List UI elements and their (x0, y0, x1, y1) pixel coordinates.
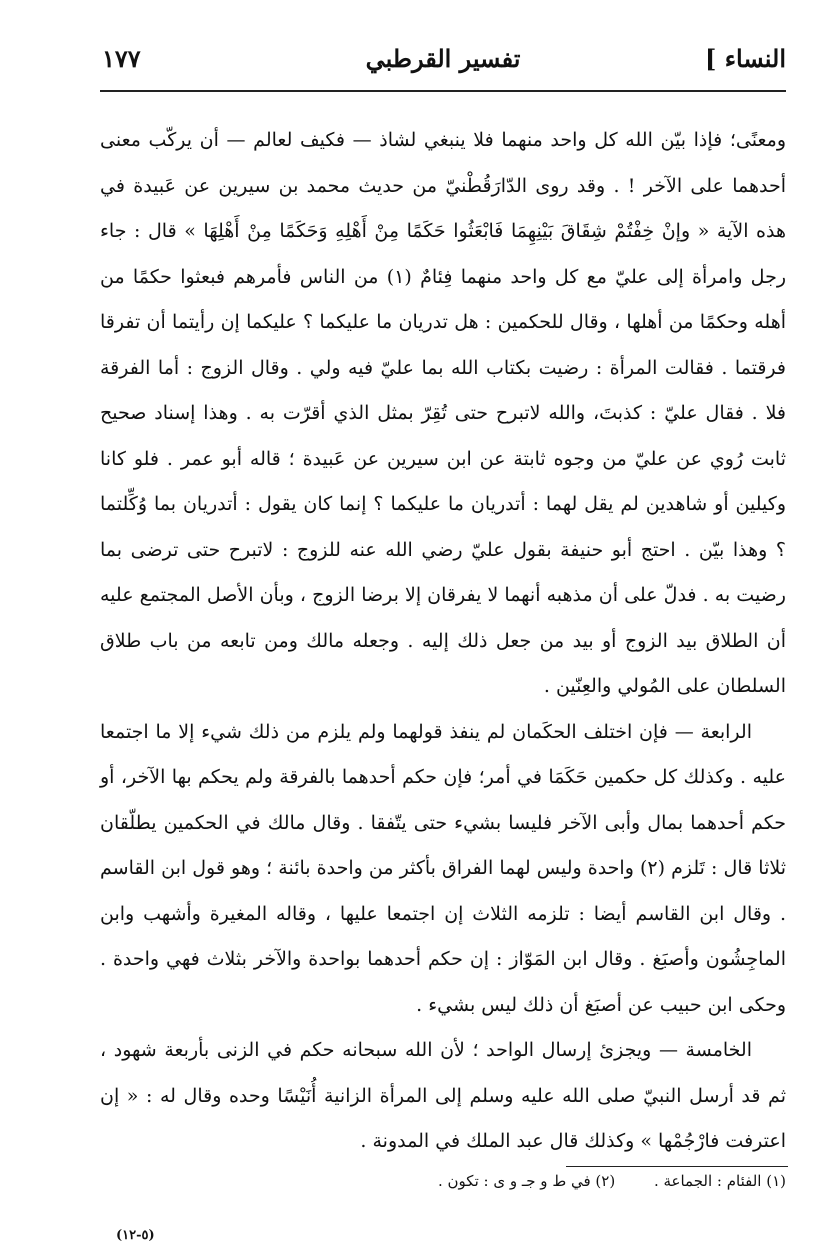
paragraph-1: ومعنًى؛ فإذا بيّن الله كل واحد منهما فلا ينبغي لشاذ — فكيف لعالم — أن يركّب معنى أحدهما على الآخر ! . وقد روى الدّارَقُطْنيّ من حديث محمد بن سيرين عن عَبيدة في هذه الآية « وإنْ خِفْتُمْ شِقَاقَ بَيْنِهِمَا فَابْعَثُوا حَكَمًا مِنْ أَهْلِهِ وَحَكَمًا مِنْ أَهْلِهَا » قال : جاء رجل وامرأة إلى عليّ مع كل واحد منهما فِئامٌ (١) من الناس فأمرهم فبعثوا حكمًا من أهله وحكمًا من أهلها ، وقال للحكمين : هل تدريان ما عليكما ؟ عليكما إن رأيتما أن تفرقا فرقتما . فقالت المرأة : رضيت بكتاب الله بما عليّ فيه ولي . وقال الزوج : أما الفرقة فلا . فقال عليّ : كذبتَ، والله لاتبرح حتى تُقِرّ بمثل الذي أقرّت به . وهذا إسناد صحيح ثابت رُوي عن عليّ من وجوه ثابتة عن ابن سيرين عن عَبيدة ؛ قاله أبو عمر . فلو كانا وكيلين أو شاهدين لم يقل لهما : أتدريان ما عليكما ؟ إنما كان يقول : أتدريان بما وُكِّلتما ؟ وهذا بيّن . احتج أبو حنيفة بقول عليّ رضي الله عنه للزوج : لاتبرح حتى ترضى بما رضيت به . فدلّ على أن مذهبه أنهما لا يفرقان إلا برضا الزوج ، وبأن الأصل المجتمع عليه أن الطلاق بيد الزوج أو بيد من جعل ذلك إليه . وجعله مالك ومن تابعه من باب طلاق السلطان على المُولي والعِنّين . (100, 129, 786, 697)
surah-name: النساء ] (705, 44, 786, 73)
footnote-1: (١) الفئام : الجماعة . (653, 1172, 786, 1190)
paragraph-fourth: الرابعة — فإن اختلف الحكَمان لم ينفذ قولهما ولم يلزم من ذلك شيء إلا ما اجتمعا عليه . وكذلك كل حكمين حَكَمَا في أمر؛ فإن حكم أحدهما بالفرقة ولم يحكم بها الآخر، أو حكم أحدهما بمال وأبى الآخر فليسا بشيء حتى يتّفقا . وقال مالك في الحكمين يطلّقان ثلاثا قال : تَلزم (٢) واحدة وليس لهما الفراق بأكثر من واحدة بائنة ؛ وهو قول ابن القاسم . وقال ابن القاسم أيضا : تلزمه الثلاث إن اجتمعا عليها ، وقاله المغيرة وأشهب وابن الماجِشُون وأصبَغ . وقال ابن المَوّاز : إن حكم أحدهما بواحدة والآخر بثلاث فهي واحدة . وحكى ابن حبيب عن أصبَغ أن ذلك ليس بشيء . (100, 720, 786, 1016)
footnote-2: (٢) في ط و جـ و ى : تكون . (438, 1172, 616, 1190)
book-title: تفسير القرطبي (365, 44, 521, 73)
printer-signature: (٥-١٢) (116, 1228, 155, 1243)
paragraph-fifth: الخامسة — ويجزئ إرسال الواحد ؛ لأن الله سبحانه حكم في الزنى بأربعة شهود ، ثم قد أرسل النبيّ صلى الله عليه وسلم إلى المرأة الزانية أُنَيْسًا وحده وقال له : « إن اعترفت فارْجُمْها » وكذلك قال عبد الملك في المدونة . (100, 1039, 786, 1152)
footnotes (300, 1172, 786, 1190)
page-header (100, 38, 786, 92)
main-text (100, 118, 786, 1165)
footnote-divider (566, 1166, 788, 1167)
page-number: ١٧٧ (102, 44, 141, 73)
